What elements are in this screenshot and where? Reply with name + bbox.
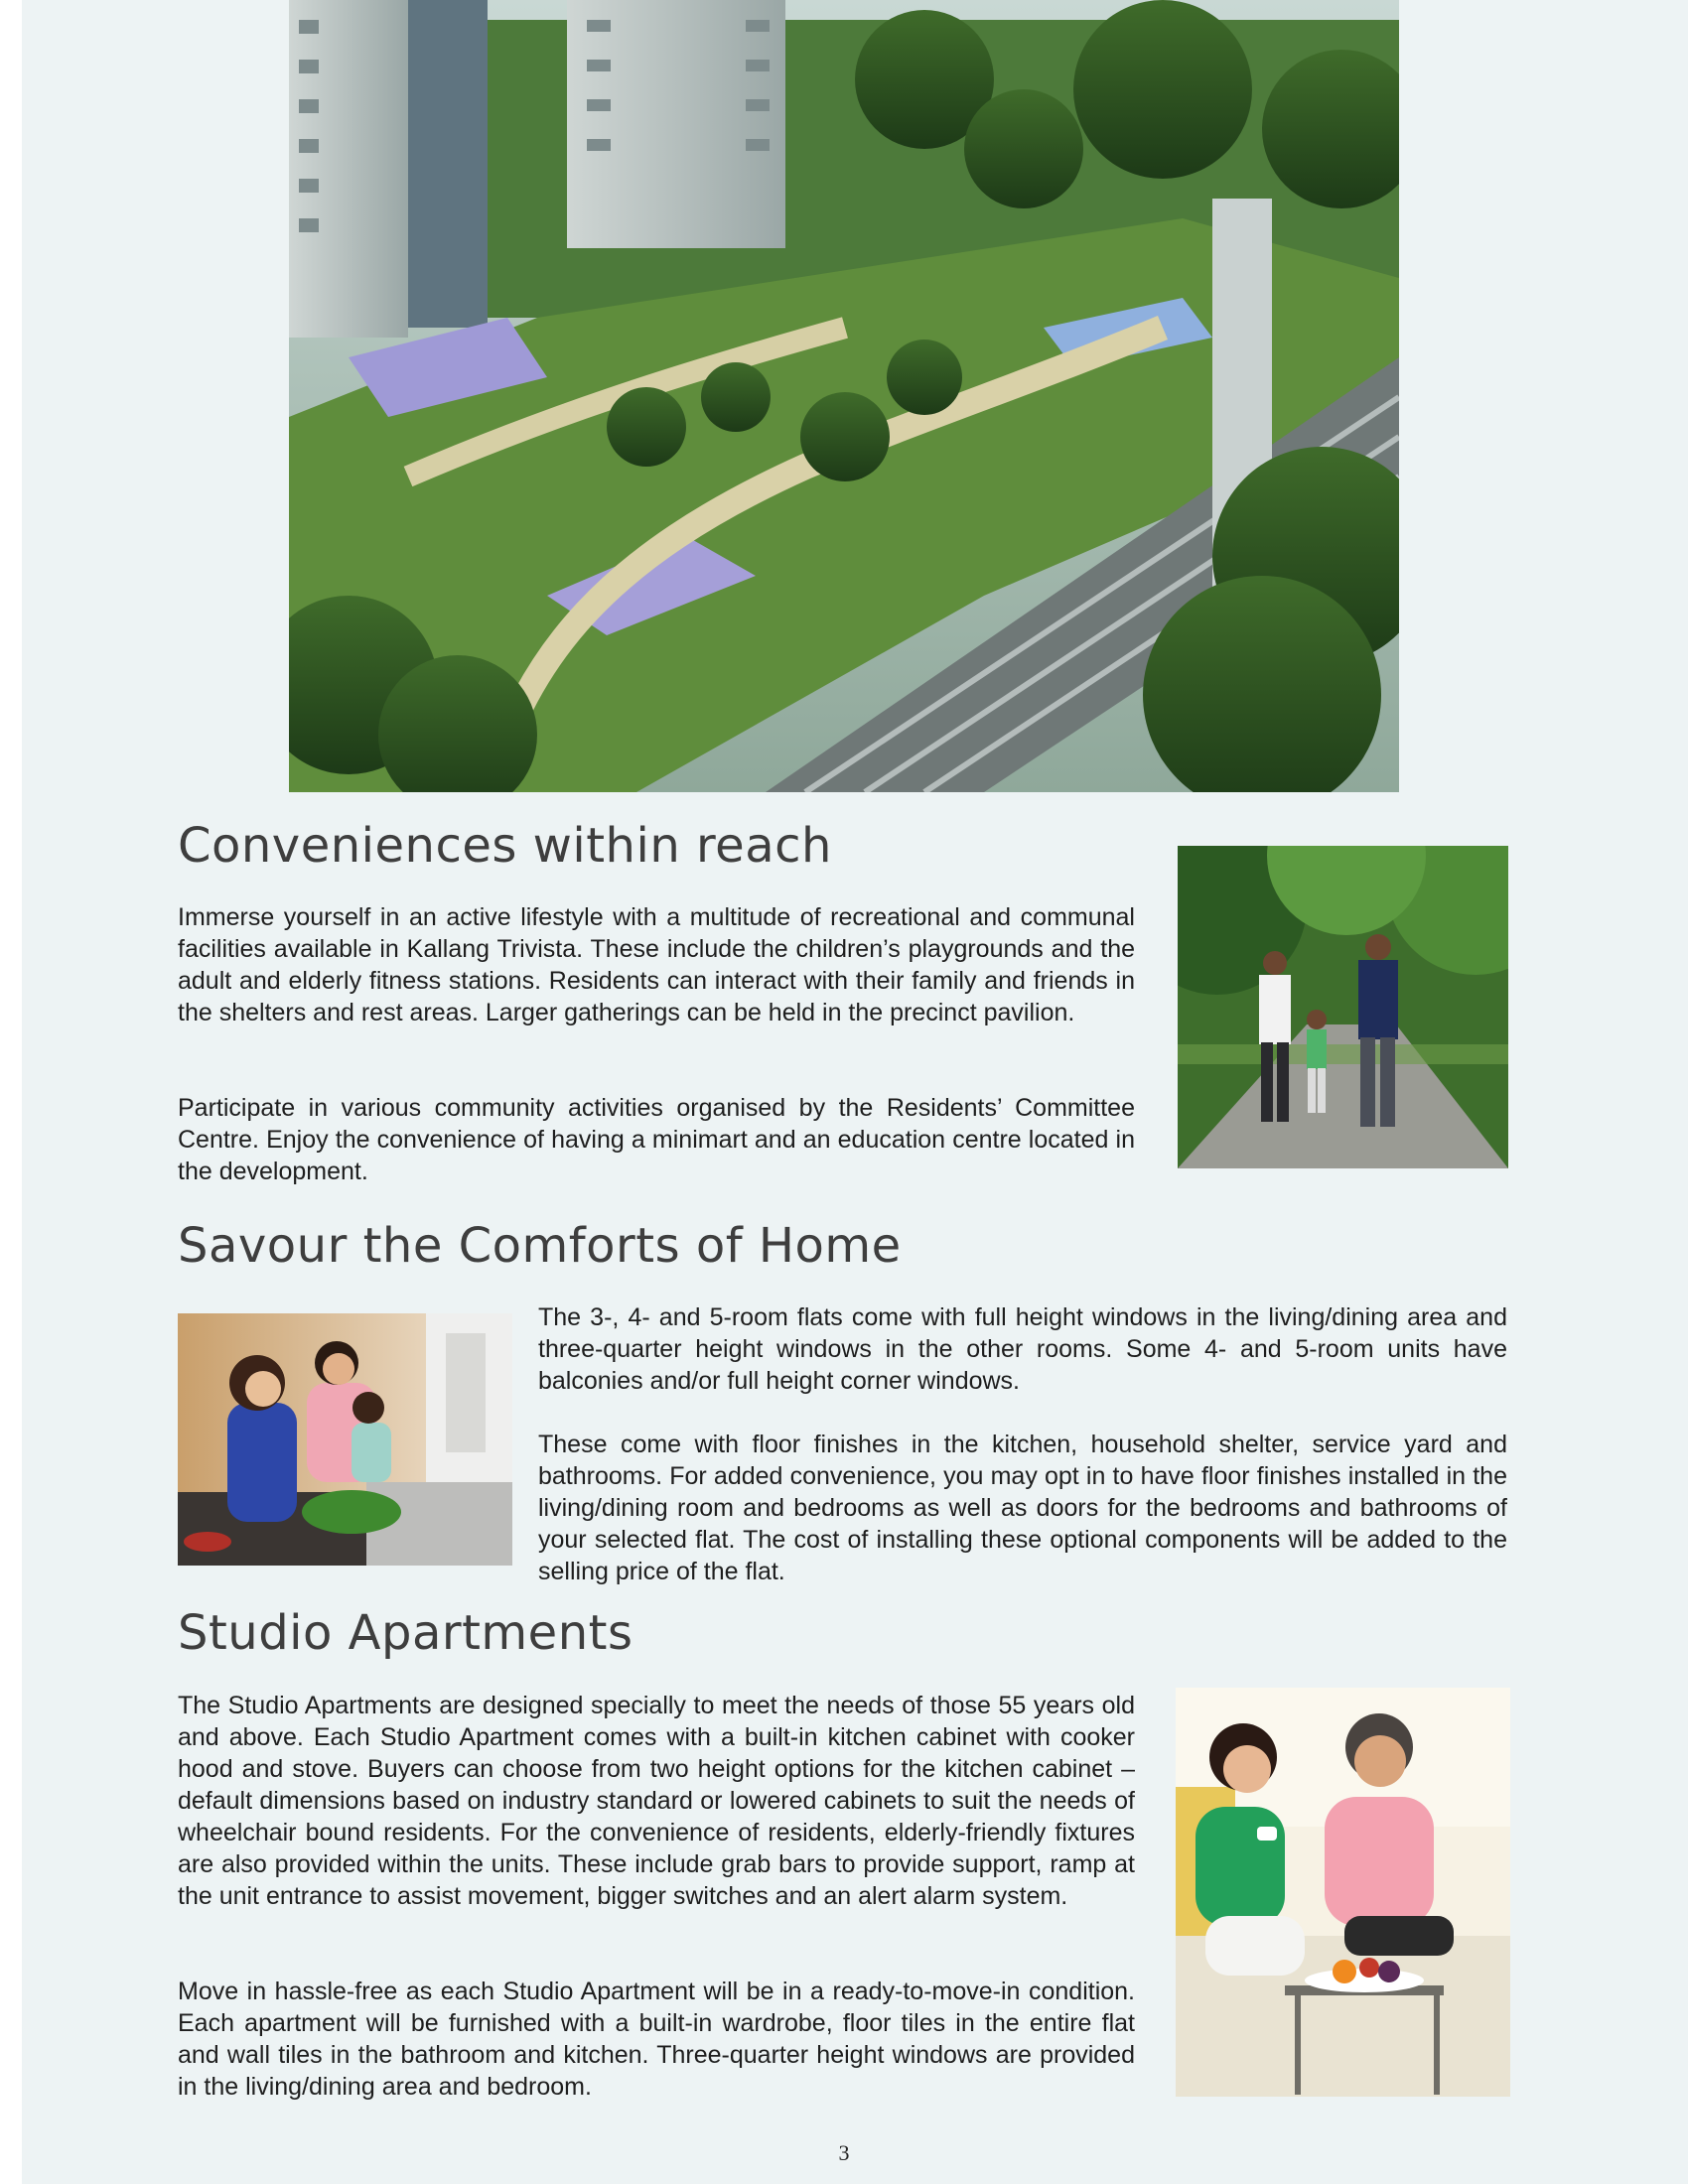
page-number: 3 [838, 2140, 850, 2165]
studio-paragraph-1: The Studio Apartments are designed specially to meet the needs of those 55 years old and above. Each Studio Apartment comes with a built-in kitchen cabinet with cooker hood and stove. Buyers can choose from two height options for the kitchen cabinet – default dimensions based on industry standard or lowered cabinets to suit the needs of wheelchair bound residents. For the convenience of residents, elderly-friendly fixtures are also provided within the units. These include grab bars to provide support, ramp at the unit entrance to assist movement, bigger switches and an alert alarm system. [178, 1692, 1135, 1910]
family-walking-photo [1178, 846, 1508, 1168]
family-kitchen-photo [178, 1313, 512, 1566]
conveniences-paragraph-1: Immerse yourself in an active lifestyle with a multitude of recreational and communal facilities available in Kallang Trivista. These include the children’s playgrounds and the adult and elderly fitness stations. Residents can interact with their family and friends in the shelters and rest areas. Larger gatherings can be held in the precinct pavilion. [178, 903, 1135, 1026]
comforts-heading: Savour the Comforts of Home [178, 1218, 902, 1274]
elderly-couple-photo [1176, 1688, 1510, 2097]
conveniences-heading: Conveniences within reach [178, 818, 832, 874]
comforts-paragraph-1: The 3-, 4- and 5-room flats come with full height windows in the living/dining area and three-quarter height windows in the other rooms. Some 4- and 5-room units have balconies and/or full height corner windows. [538, 1303, 1507, 1395]
studio-paragraph-2: Move in hassle-free as each Studio Apartment will be in a ready-to-move-in condition. Each apartment will be furnished with a built-in wardrobe, floor tiles in the entire flat and wall tiles in the bathroom and kitchen. Three-quarter height windows are provided in the living/dining area and bedroom. [178, 1978, 1135, 2101]
brochure-page [22, 0, 1688, 2184]
studio-heading: Studio Apartments [178, 1605, 633, 1661]
conveniences-paragraph-2: Participate in various community activities organised by the Residents’ Committee Centre. Enjoy the convenience of having a minimart and an education centre located in the development. [178, 1094, 1135, 1185]
comforts-paragraph-2: These come with floor finishes in the kitchen, household shelter, service yard and bathrooms. For added convenience, you may opt in to have floor finishes installed in the living/dining room and bedrooms as well as doors for the bedrooms and bathrooms of your selected flat. The cost of installing these optional components will be added to the selling price of the flat. [538, 1431, 1507, 1585]
hero-rooftop-garden-image [289, 0, 1399, 792]
